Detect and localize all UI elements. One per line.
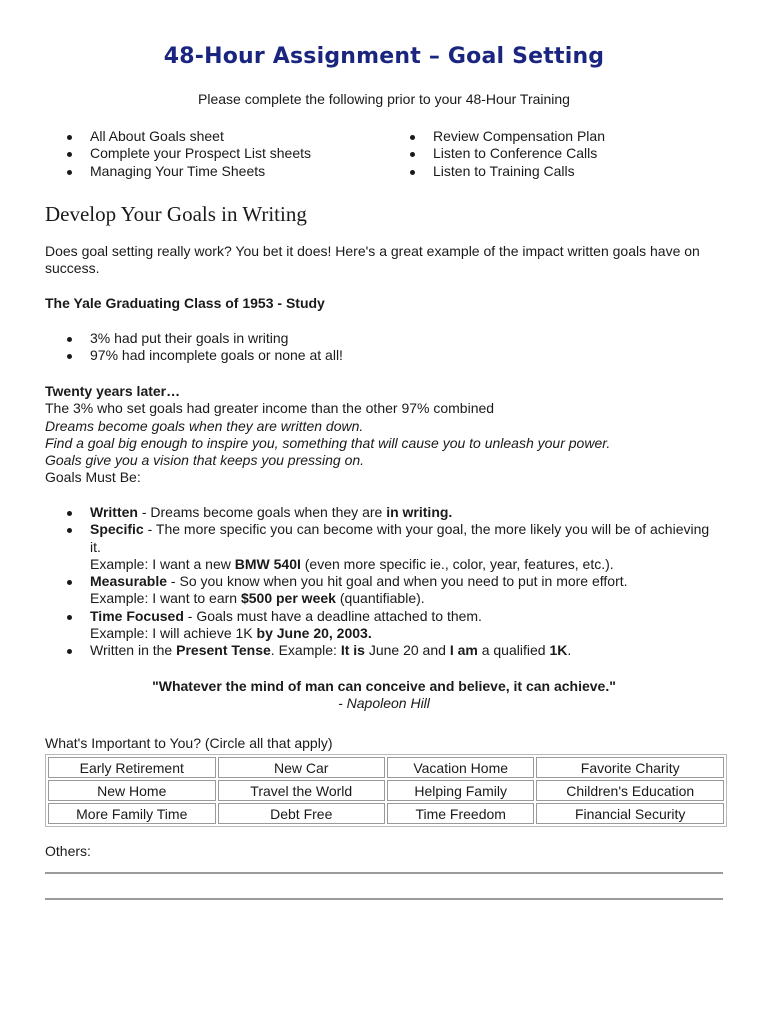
write-in-line[interactable] — [45, 898, 723, 900]
study-list — [45, 330, 715, 365]
goal-time-focused: Time Focused - Goals must have a deadline attached to them. Example: I will achieve 1K by June 20, 2003. — [45, 608, 715, 643]
list-item: Listen to Training Calls — [388, 163, 718, 180]
list-item: 97% had incomplete goals or none at all! — [45, 347, 715, 364]
table-cell[interactable]: Time Freedom — [387, 803, 534, 824]
goal-specific: Specific - The more specific you can become with your goal, the more likely you will be of achieving it. Example: I want a new BMW 540I (even more specific ie., color, year, features, etc.). — [45, 521, 715, 573]
important-label: What's Important to You? (Circle all that apply) — [45, 735, 333, 751]
table-cell[interactable]: More Family Time — [48, 803, 216, 824]
goal-written: Written - Dreams become goals when they are in writing. — [45, 504, 715, 521]
checklist-left — [45, 128, 375, 180]
list-item: Listen to Conference Calls — [388, 145, 718, 162]
results-block — [45, 383, 715, 487]
page-title: 48-Hour Assignment – Goal Setting — [163, 44, 605, 69]
later-text: The 3% who set goals had greater income than the other 97% combined — [45, 400, 495, 417]
checklist-right — [388, 128, 718, 180]
goals-list — [45, 504, 715, 660]
list-item: All About Goals sheet — [45, 128, 375, 145]
italic-line: Goals give you a vision that keeps you pressing on. — [45, 452, 365, 469]
table-row — [48, 803, 724, 824]
list-item: Complete your Prospect List sheets — [45, 145, 375, 162]
goals-must-be: Goals Must Be: — [45, 469, 141, 486]
intro-paragraph: Does goal setting really work? You bet it does! Here's a great example of the impact written goals have on success. — [45, 243, 700, 277]
italic-line: Dreams become goals when they are written down. — [45, 417, 364, 434]
study-title: The Yale Graduating Class of 1953 - Study — [45, 295, 325, 311]
table-cell[interactable]: Helping Family — [387, 780, 534, 801]
quote-text: "Whatever the mind of man can conceive and believe, it can achieve." — [152, 678, 616, 694]
table-row — [48, 757, 724, 778]
table-cell[interactable]: New Car — [218, 757, 386, 778]
later-title: Twenty years later… — [45, 383, 181, 399]
italic-line: Find a goal big enough to inspire you, something that will cause you to unleash your power. — [45, 434, 611, 451]
intro-text: Please complete the following prior to your 48-Hour Training — [198, 91, 570, 107]
priorities-table — [45, 754, 727, 827]
section-heading: Develop Your Goals in Writing — [45, 202, 307, 226]
table-cell[interactable]: Vacation Home — [387, 757, 534, 778]
list-item: Review Compensation Plan — [388, 128, 718, 145]
write-in-line[interactable] — [45, 872, 723, 874]
table-cell[interactable]: Financial Security — [536, 803, 724, 824]
table-cell[interactable]: New Home — [48, 780, 216, 801]
goal-present-tense: Written in the Present Tense. Example: It is June 20 and I am a qualified 1K. — [45, 642, 715, 659]
quote-author: - Napoleon Hill — [338, 695, 430, 711]
table-cell[interactable]: Travel the World — [218, 780, 386, 801]
quote-block — [45, 678, 723, 712]
table-cell[interactable]: Debt Free — [218, 803, 386, 824]
table-row — [48, 780, 724, 801]
table-cell[interactable]: Favorite Charity — [536, 757, 724, 778]
goal-measurable: Measurable - So you know when you hit goal and when you need to put in more effort. Example: I want to earn $500 per week (quantifiable). — [45, 573, 715, 608]
others-label: Others: — [45, 843, 91, 859]
table-cell[interactable]: Early Retirement — [48, 757, 216, 778]
list-item: 3% had put their goals in writing — [45, 330, 715, 347]
list-item: Managing Your Time Sheets — [45, 163, 375, 180]
table-cell[interactable]: Children's Education — [536, 780, 724, 801]
